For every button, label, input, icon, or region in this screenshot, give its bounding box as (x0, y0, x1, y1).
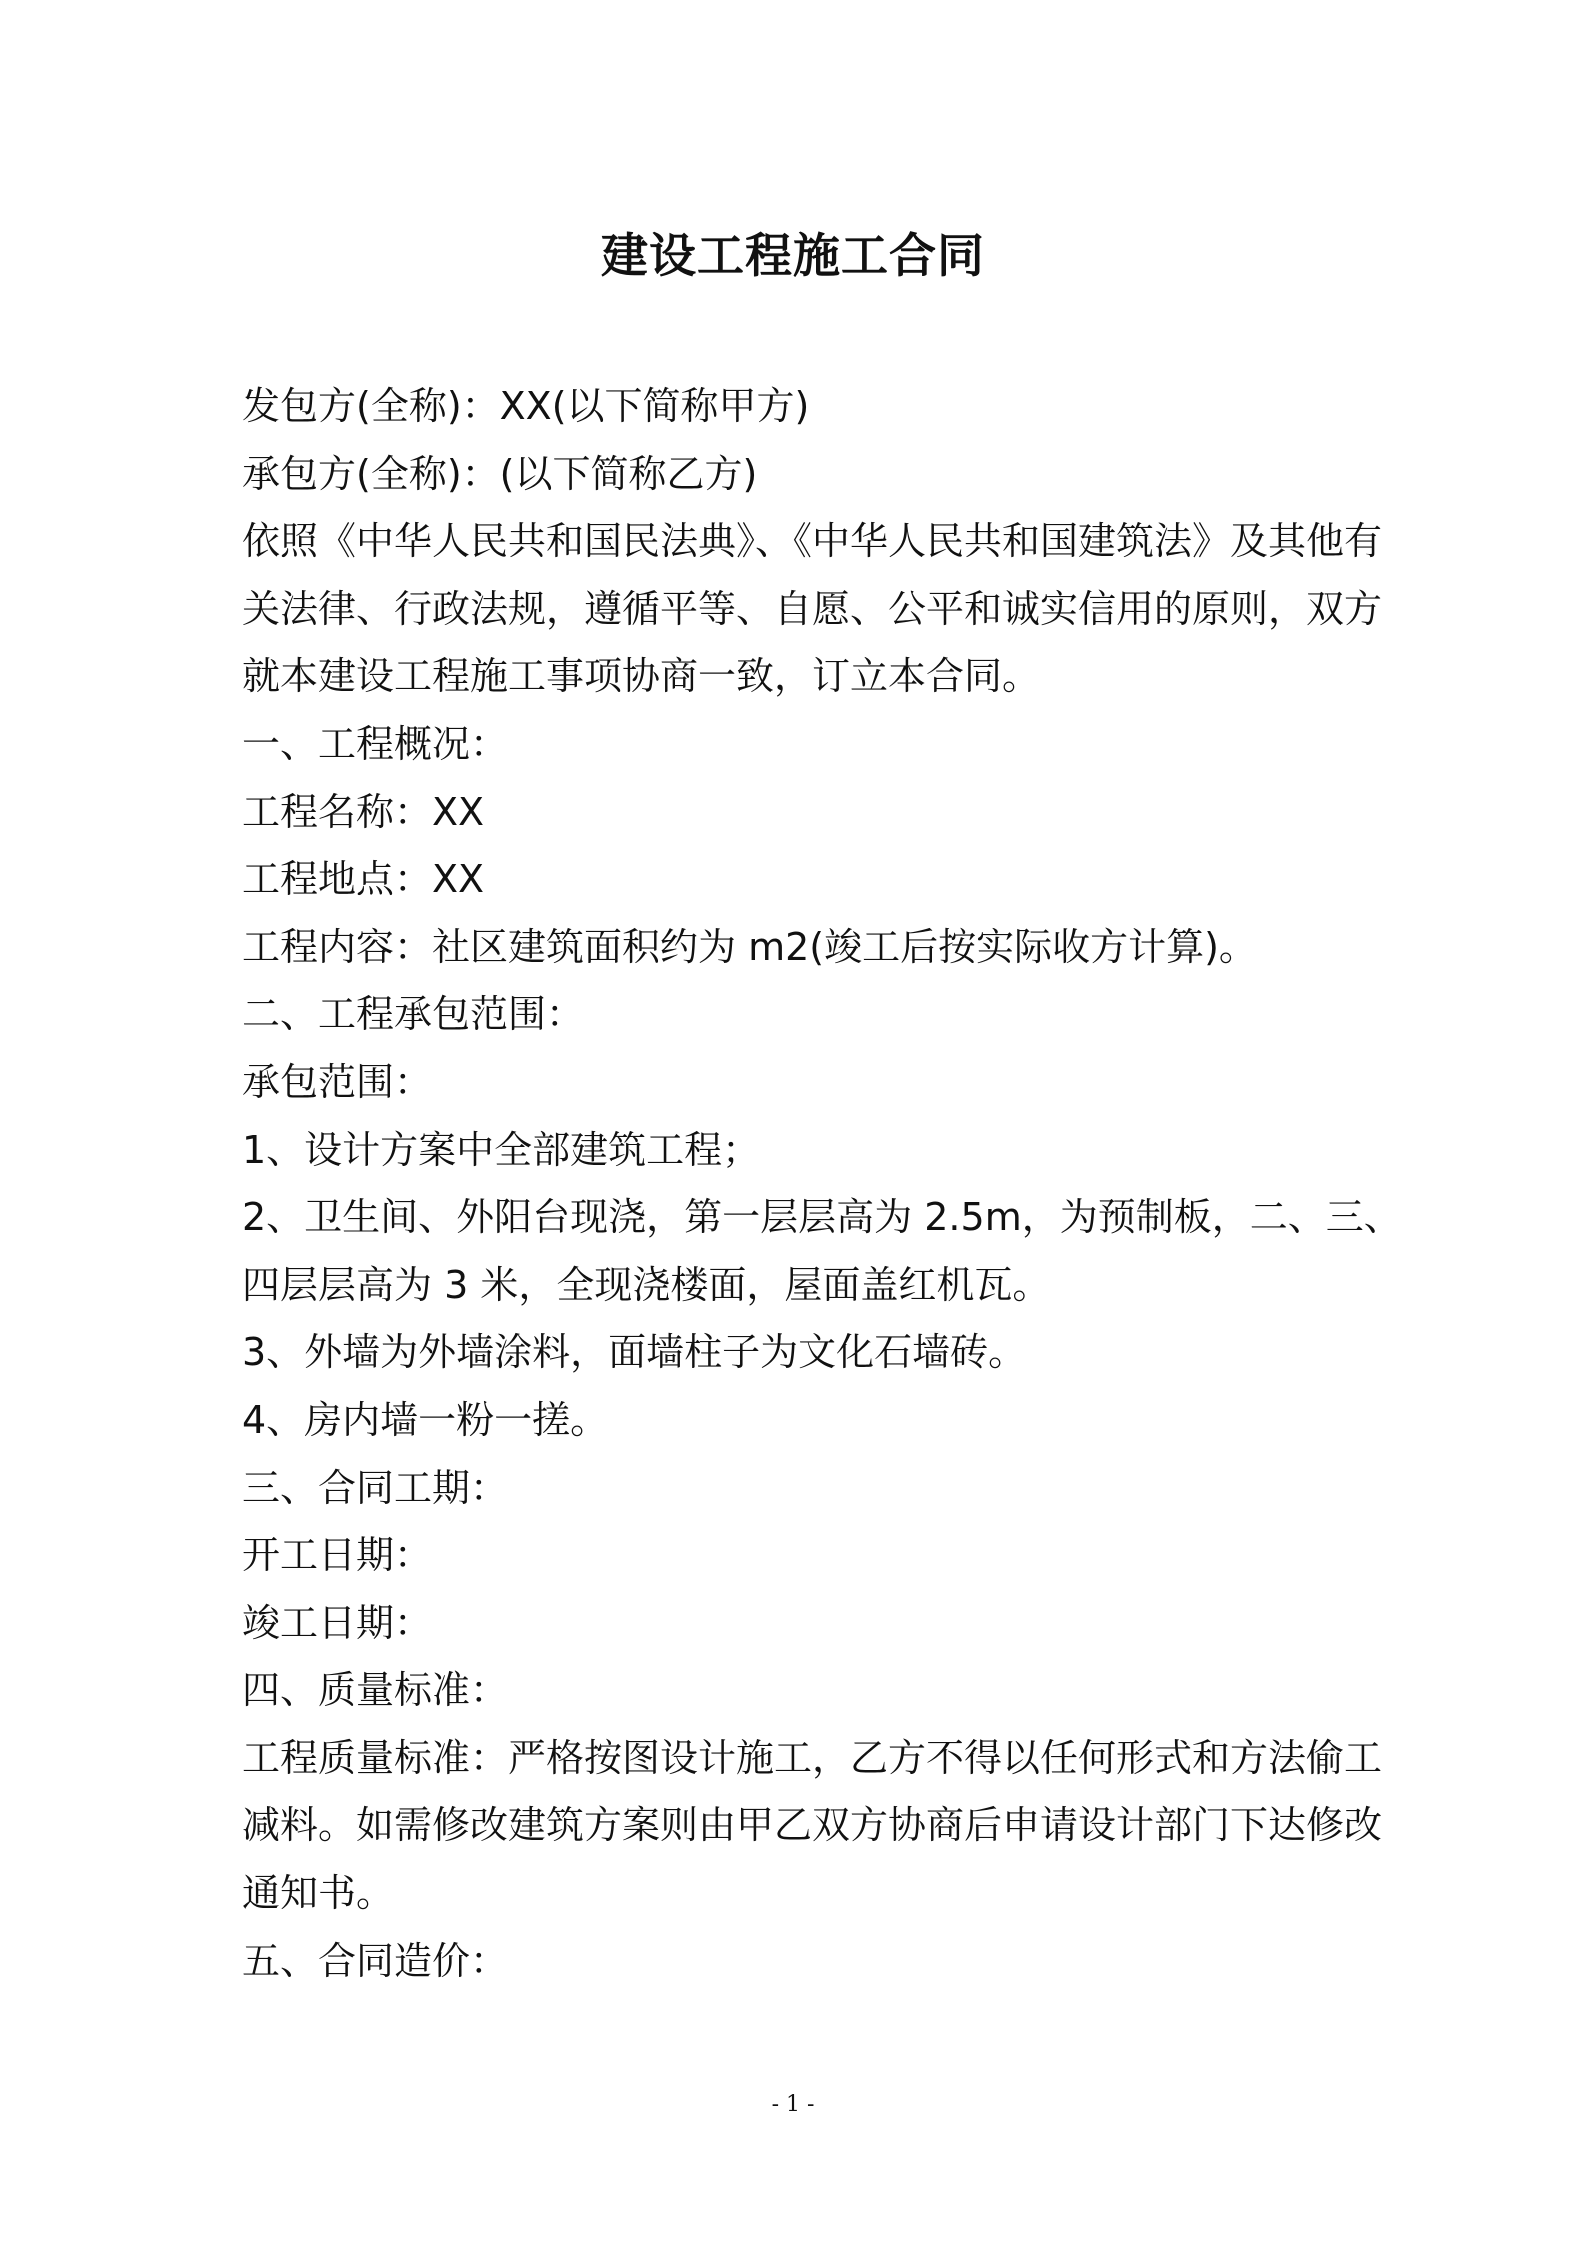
line-quality-3: 通知书。 (242, 1871, 395, 1916)
document-title: 建设工程施工合同 (601, 229, 985, 284)
section-heading-duration: 三、合同工期： (242, 1465, 509, 1510)
section-heading-quality: 四、质量标准： (242, 1668, 509, 1713)
line-employer: 发包方(全称)：XX(以下简称甲方) (242, 384, 810, 428)
section-heading-overview: 一、工程概况： (242, 721, 509, 766)
line-scope-item-2b: 四层层高为 3 米，全现浇楼面，屋面盖红机瓦。 (242, 1262, 1051, 1307)
line-start-date: 开工日期： (242, 1533, 433, 1578)
line-scope-item-3: 3、外墙为外墙涂料，面墙柱子为文化石墙砖。 (242, 1330, 1027, 1375)
line-scope-item-1: 1、设计方案中全部建筑工程； (242, 1127, 761, 1172)
line-scope-item-2a: 2、卫生间、外阳台现浇，第一层层高为 2.5m，为预制板，二、三、 (242, 1195, 1402, 1240)
line-quality-2: 减料。如需修改建筑方案则由甲乙双方协商后申请设计部门下达修改 (242, 1803, 1383, 1848)
line-project-content: 工程内容：社区建筑面积约为 m2(竣工后按实际收方计算)。 (242, 924, 1257, 969)
document-body (242, 373, 1402, 1995)
line-project-location: 工程地点：XX (242, 857, 485, 902)
line-preamble-2: 关法律、行政法规，遵循平等、自愿、公平和诚实信用的原则，双方 (242, 586, 1383, 631)
line-contractor: 承包方(全称)：(以下简称乙方) (242, 451, 758, 496)
line-quality-1: 工程质量标准：严格按图设计施工，乙方不得以任何形式和方法偷工 (242, 1735, 1383, 1780)
line-project-name: 工程名称：XX (242, 789, 485, 834)
line-scope-item-4: 4、房内墙一粉一搓。 (242, 1397, 609, 1442)
page-number: - 1 - (771, 2092, 815, 2117)
line-completion-date: 竣工日期： (242, 1600, 433, 1645)
line-preamble-1: 依照《中华人民共和国民法典》、《中华人民共和国建筑法》及其他有 (242, 519, 1383, 564)
section-heading-price: 五、合同造价： (242, 1938, 509, 1983)
line-preamble-3: 就本建设工程施工事项协商一致，订立本合同。 (242, 654, 1041, 699)
section-heading-scope: 二、工程承包范围： (242, 992, 585, 1037)
line-scope-label: 承包范围： (242, 1059, 433, 1104)
